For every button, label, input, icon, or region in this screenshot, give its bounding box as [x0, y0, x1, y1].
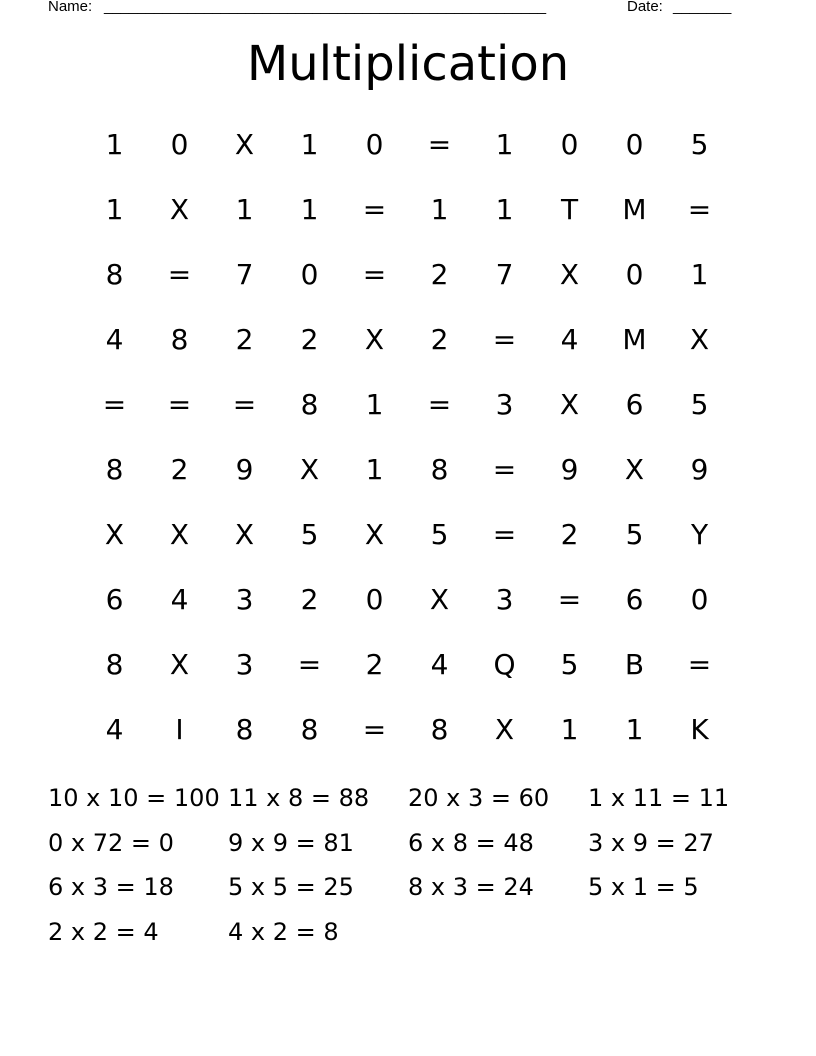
- grid-cell: X: [364, 518, 385, 551]
- grid-cell: 6: [625, 583, 644, 616]
- grid-cell: 9: [560, 453, 579, 486]
- word-list-item: 9 x 9 = 81: [228, 828, 354, 857]
- grid-cell: 1: [300, 128, 319, 161]
- grid-cell: 5: [300, 518, 319, 551]
- grid-cell: =: [492, 323, 517, 356]
- grid-cell: K: [690, 713, 709, 746]
- grid-cell: M: [622, 323, 647, 356]
- grid-cell: 2: [235, 323, 254, 356]
- grid-cell: 9: [235, 453, 254, 486]
- grid-cell: Y: [690, 518, 709, 551]
- grid-cell: =: [362, 713, 387, 746]
- grid-cell: =: [167, 258, 192, 291]
- word-list-item: 2 x 2 = 4: [48, 918, 159, 947]
- grid-cell: 2: [430, 323, 449, 356]
- grid-cell: 7: [495, 258, 514, 291]
- word-list-item: 5 x 1 = 5: [588, 873, 699, 902]
- grid-cell: =: [427, 388, 452, 421]
- name-label: Name:: [48, 0, 93, 15]
- word-list-item: 10 x 10 = 100: [48, 784, 220, 812]
- grid-cell: =: [362, 258, 387, 291]
- grid-cell: =: [557, 583, 582, 616]
- grid-cell: 2: [170, 453, 189, 486]
- name-field-line: _____________________________________________________: [104, 0, 547, 15]
- grid-cell: 3: [235, 648, 254, 681]
- grid-cell: 2: [300, 323, 319, 356]
- page-title: Multiplication: [246, 36, 570, 92]
- grid-cell: 0: [625, 128, 644, 161]
- grid-cell: 4: [430, 648, 449, 681]
- date-label: Date:: [627, 0, 663, 15]
- grid-cell: 0: [170, 128, 189, 161]
- grid-cell: X: [624, 453, 645, 486]
- grid-cell: 6: [105, 583, 124, 616]
- grid-cell: 3: [235, 583, 254, 616]
- grid-cell: 1: [105, 128, 124, 161]
- grid-cell: X: [689, 323, 710, 356]
- grid-cell: 3: [495, 388, 514, 421]
- grid-cell: 8: [300, 713, 319, 746]
- grid-cell: X: [234, 128, 255, 161]
- grid-cell: X: [104, 518, 125, 551]
- grid-cell: X: [169, 518, 190, 551]
- grid-cell: 4: [105, 713, 124, 746]
- word-list-item: 3 x 9 = 27: [588, 828, 714, 857]
- grid-cell: T: [560, 193, 579, 226]
- word-list-item: 6 x 8 = 48: [408, 828, 534, 857]
- grid-cell: 6: [625, 388, 644, 421]
- grid-cell: =: [362, 193, 387, 226]
- grid-cell: M: [622, 193, 647, 226]
- grid-cell: 5: [690, 128, 709, 161]
- grid-cell: 8: [105, 453, 124, 486]
- grid-cell: X: [494, 713, 515, 746]
- word-list-item: 4 x 2 = 8: [228, 918, 339, 947]
- word-list-item: 20 x 3 = 60: [408, 784, 550, 812]
- grid-cell: 9: [690, 453, 709, 486]
- grid-cell: 1: [300, 193, 319, 226]
- grid-cell: 5: [430, 518, 449, 551]
- puzzle-grid: [82, 112, 732, 762]
- grid-cell: =: [687, 193, 712, 226]
- grid-cell: 1: [105, 193, 124, 226]
- grid-cell: =: [492, 518, 517, 551]
- word-list-item: 0 x 72 = 0: [48, 828, 174, 857]
- grid-cell: =: [102, 388, 127, 421]
- grid-cell: 8: [430, 453, 449, 486]
- grid-cell: X: [559, 258, 580, 291]
- grid-cell: 0: [300, 258, 319, 291]
- grid-cell: 7: [235, 258, 254, 291]
- word-list-item: 1 x 11 = 11: [588, 784, 730, 812]
- grid-cell: 2: [560, 518, 579, 551]
- grid-cell: 0: [625, 258, 644, 291]
- grid-cell: =: [297, 648, 322, 681]
- grid-cell: 2: [300, 583, 319, 616]
- grid-cell: 1: [625, 713, 644, 746]
- grid-cell: 4: [105, 323, 124, 356]
- grid-cell: X: [169, 648, 190, 681]
- grid-cell: 8: [300, 388, 319, 421]
- grid-cell: 0: [690, 583, 709, 616]
- word-list: [48, 776, 768, 955]
- grid-cell: 0: [560, 128, 579, 161]
- grid-cell: 0: [365, 128, 384, 161]
- date-field-line: _______: [673, 0, 732, 15]
- grid-cell: 8: [170, 323, 189, 356]
- grid-cell: 0: [365, 583, 384, 616]
- grid-cell: =: [687, 648, 712, 681]
- grid-cell: =: [492, 453, 517, 486]
- grid-cell: 1: [430, 193, 449, 226]
- grid-cell: =: [232, 388, 257, 421]
- grid-cell: 3: [495, 583, 514, 616]
- grid-cell: X: [559, 388, 580, 421]
- grid-cell: =: [427, 128, 452, 161]
- grid-cell: 4: [170, 583, 189, 616]
- word-list-item: 8 x 3 = 24: [408, 873, 534, 902]
- grid-cell: 8: [105, 648, 124, 681]
- grid-cell: X: [234, 518, 255, 551]
- grid-cell: 8: [430, 713, 449, 746]
- grid-cell: 5: [690, 388, 709, 421]
- grid-cell: 2: [430, 258, 449, 291]
- grid-cell: X: [299, 453, 320, 486]
- grid-cell: =: [167, 388, 192, 421]
- header-row: [48, 0, 748, 20]
- grid-cell: 4: [560, 323, 579, 356]
- grid-cell: 8: [105, 258, 124, 291]
- word-list-item: 5 x 5 = 25: [228, 873, 354, 902]
- grid-cell: 1: [365, 388, 384, 421]
- grid-cell: 5: [625, 518, 644, 551]
- grid-cell: 1: [690, 258, 709, 291]
- grid-cell: B: [624, 648, 645, 681]
- grid-cell: 8: [235, 713, 254, 746]
- grid-cell: X: [169, 193, 190, 226]
- grid-cell: X: [364, 323, 385, 356]
- grid-cell: X: [429, 583, 450, 616]
- grid-cell: 1: [495, 128, 514, 161]
- grid-cell: 1: [235, 193, 254, 226]
- grid-cell: Q: [493, 648, 516, 681]
- grid-cell: 1: [495, 193, 514, 226]
- grid-cell: 2: [365, 648, 384, 681]
- word-list-item: 6 x 3 = 18: [48, 873, 174, 902]
- grid-cell: 1: [365, 453, 384, 486]
- grid-cell: I: [175, 713, 184, 746]
- word-list-item: 11 x 8 = 88: [228, 784, 370, 812]
- grid-cell: 5: [560, 648, 579, 681]
- grid-cell: 1: [560, 713, 579, 746]
